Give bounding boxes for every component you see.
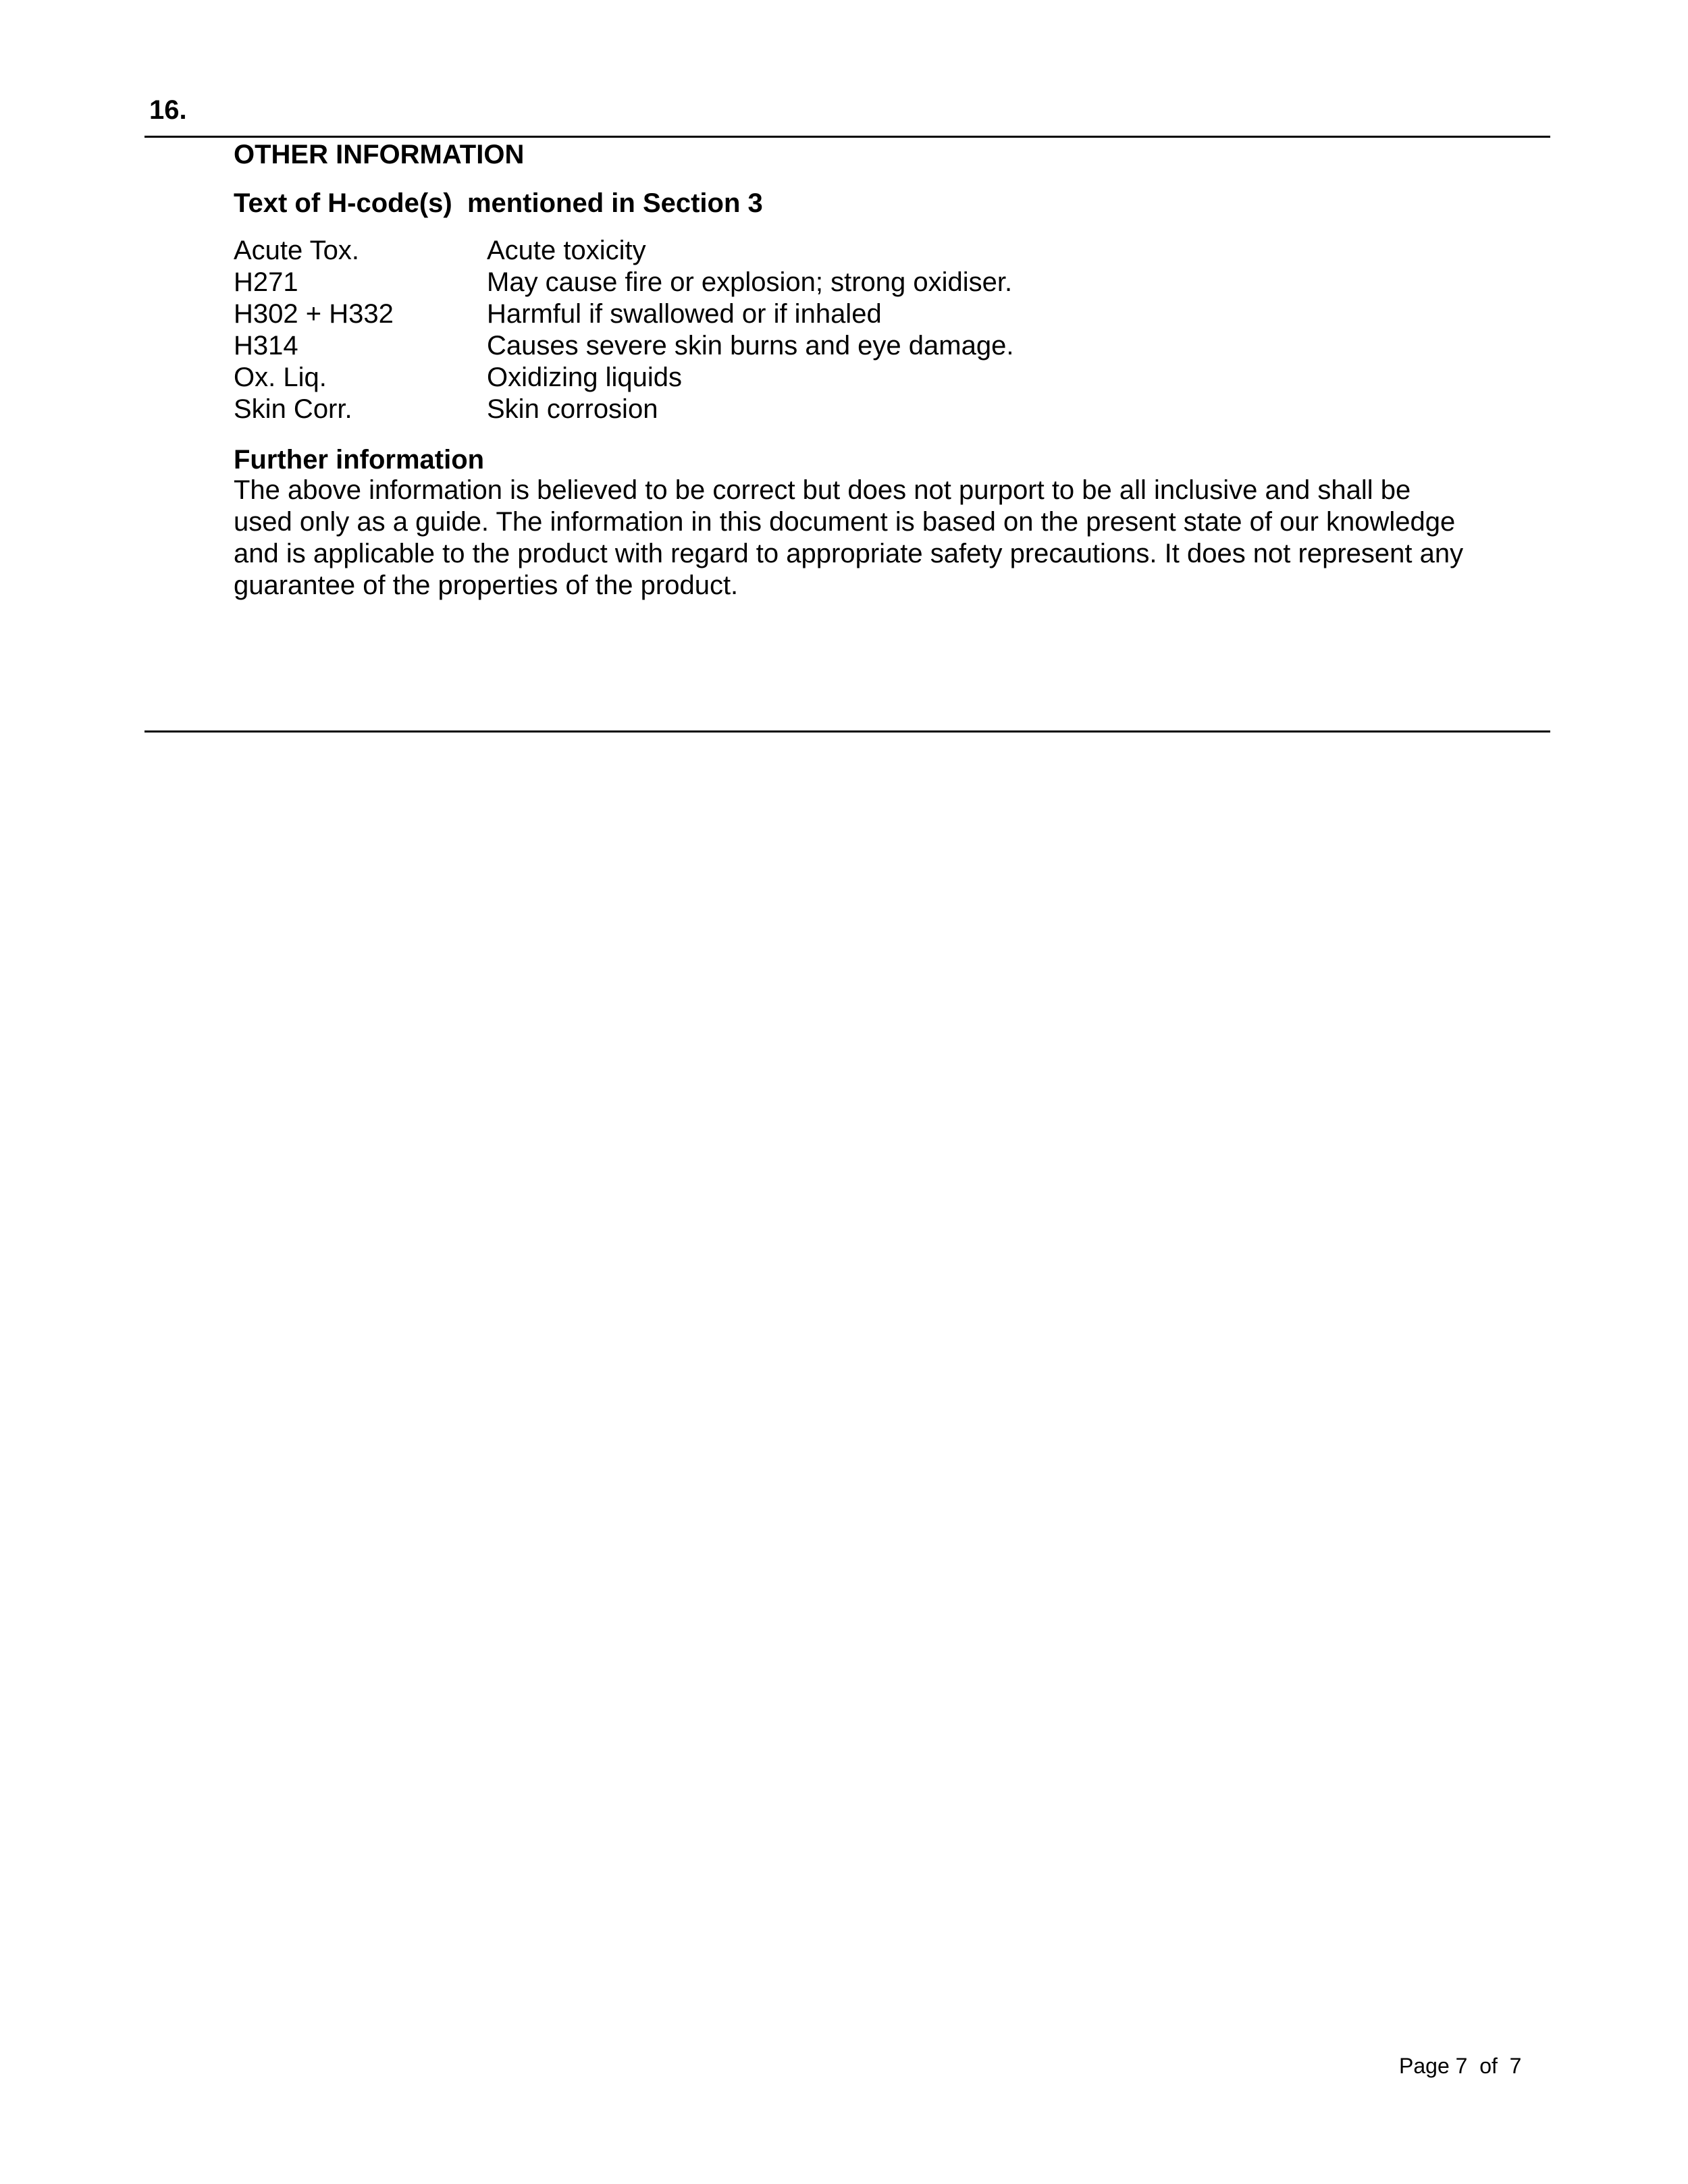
further-information-line: used only as a guide. The information in this document is based on the present state of our knowledge <box>234 507 1456 537</box>
further-information-heading: Further information <box>234 445 485 475</box>
hcode-row <box>234 267 1013 298</box>
section-title: OTHER INFORMATION <box>234 140 525 169</box>
hcode-code: H271 <box>234 267 298 297</box>
further-information-text <box>234 475 1516 602</box>
hcode-code: Ox. Liq. <box>234 363 327 392</box>
hcodes-heading: Text of H-code(s) mentioned in Section 3 <box>234 188 763 218</box>
hcode-description: Oxidizing liquids <box>487 363 683 392</box>
hcode-description: Causes severe skin burns and eye damage. <box>487 331 1014 361</box>
hcode-code: Acute Tox. <box>234 236 360 265</box>
hcode-code: H302 + H332 <box>234 299 394 329</box>
hcode-code: H314 <box>234 331 298 361</box>
hcode-table <box>234 235 1013 425</box>
page-number: Page 7 of 7 <box>1399 2054 1522 2078</box>
hcode-row <box>234 362 1013 394</box>
further-information-line: and is applicable to the product with regard to appropriate safety precautions. It does not represent any <box>234 539 1464 568</box>
hcode-row <box>234 330 1013 362</box>
section-bottom-divider <box>144 730 1550 733</box>
further-information-line: The above information is believed to be correct but does not purport to be all inclusive and shall be <box>234 475 1411 505</box>
hcode-description: Harmful if swallowed or if inhaled <box>487 299 882 329</box>
hcode-description: Acute toxicity <box>487 236 646 265</box>
hcode-row <box>234 394 1013 425</box>
hcode-code: Skin Corr. <box>234 394 352 424</box>
further-information-line: guarantee of the properties of the product. <box>234 570 739 600</box>
hcode-row <box>234 235 1013 267</box>
hcode-description: Skin corrosion <box>487 394 658 424</box>
hcode-row <box>234 298 1013 330</box>
section-number: 16. <box>149 95 187 125</box>
hcode-description: May cause fire or explosion; strong oxidiser. <box>487 267 1013 297</box>
